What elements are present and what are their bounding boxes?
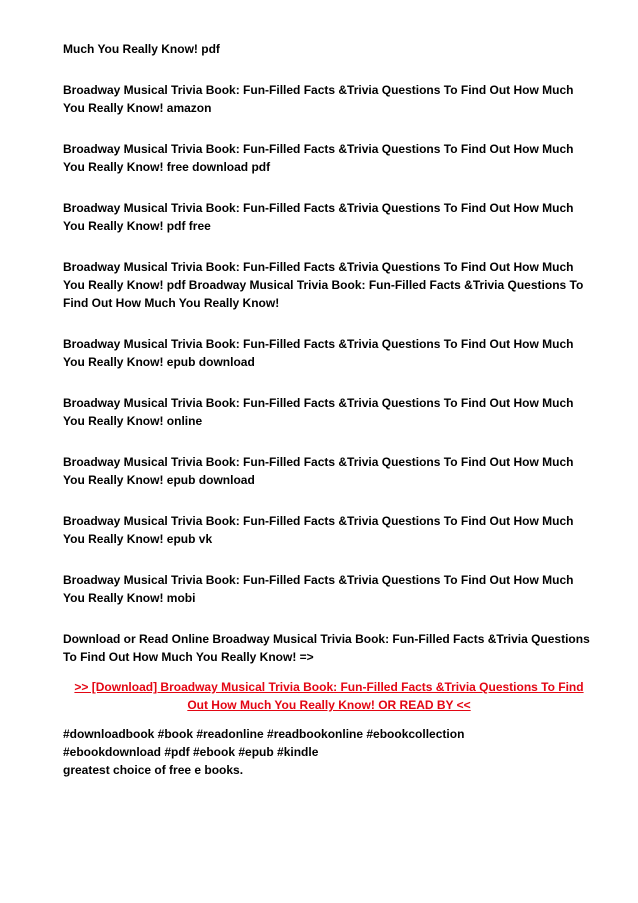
download-link[interactable]: >> [Download] Broadway Musical Trivia Book: Fun-Filled Facts &Trivia Questions To Find Out How Much You Really Know! OR READ BY << (74, 680, 584, 712)
paragraph-9: Broadway Musical Trivia Book: Fun-Filled Facts &Trivia Questions To Find Out How Much You Really Know! mobi (63, 573, 574, 605)
paragraph-3: Broadway Musical Trivia Book: Fun-Filled Facts &Trivia Questions To Find Out How Much You Really Know! pdf free (63, 201, 574, 233)
paragraph-5: Broadway Musical Trivia Book: Fun-Filled Facts &Trivia Questions To Find Out How Much You Really Know! epub download (63, 337, 574, 369)
text-column (63, 40, 595, 779)
paragraph-10: Download or Read Online Broadway Musical Trivia Book: Fun-Filled Facts &Trivia Questions To Find Out How Much You Really Know! => (63, 632, 590, 664)
paragraph-1: Broadway Musical Trivia Book: Fun-Filled Facts &Trivia Questions To Find Out How Much You Really Know! amazon (63, 83, 574, 115)
paragraph-0: Much You Really Know! pdf (63, 42, 220, 56)
paragraph-4: Broadway Musical Trivia Book: Fun-Filled Facts &Trivia Questions To Find Out How Much You Really Know! pdf Broadway Musical Trivia Book: Fun-Filled Facts &Trivia Questions To Find Out How Much You Really Know! (63, 260, 584, 310)
paragraph-2: Broadway Musical Trivia Book: Fun-Filled Facts &Trivia Questions To Find Out How Much You Really Know! free download pdf (63, 142, 574, 174)
hashtag-block (63, 725, 595, 779)
paragraph-7: Broadway Musical Trivia Book: Fun-Filled Facts &Trivia Questions To Find Out How Much You Really Know! epub download (63, 455, 574, 487)
tag-line-0: #downloadbook #book #readonline #readbookonline #ebookcollection (63, 727, 465, 741)
paragraph-8: Broadway Musical Trivia Book: Fun-Filled Facts &Trivia Questions To Find Out How Much You Really Know! epub vk (63, 514, 574, 546)
tag-line-1: #ebookdownload #pdf #ebook #epub #kindle (63, 745, 319, 759)
tag-line-2: greatest choice of free e books. (63, 763, 244, 777)
paragraph-6: Broadway Musical Trivia Book: Fun-Filled Facts &Trivia Questions To Find Out How Much You Really Know! online (63, 396, 574, 428)
